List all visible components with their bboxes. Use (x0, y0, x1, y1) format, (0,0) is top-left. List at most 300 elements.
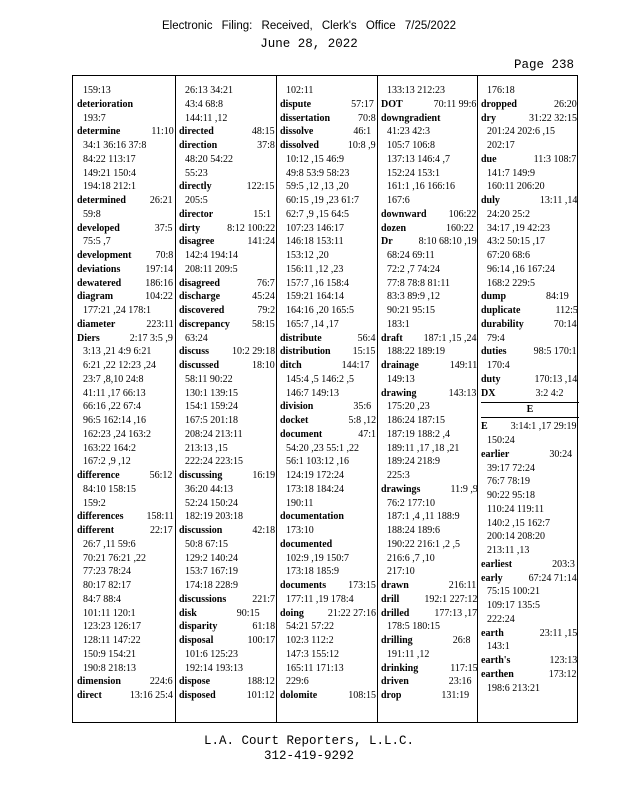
page-line-ref: 198:6 213:21 (487, 682, 541, 694)
continuation-refs (481, 235, 579, 249)
page-line-ref: 43:4 68:8 (185, 98, 224, 110)
page-line-ref: 173:10 (286, 525, 314, 536)
page-line-ref: 102:9 ,19 150:7 (286, 552, 350, 564)
continuation-refs (77, 400, 175, 414)
page-line-ref: 62:7 ,9 ,15 64:5 (286, 208, 350, 220)
continuation-refs (381, 139, 479, 153)
page-line-ref: 160:11 206:20 (487, 181, 545, 193)
continuation-refs (77, 579, 175, 593)
continuation-refs (77, 538, 175, 552)
continuation-refs (179, 153, 277, 167)
page-line-ref: 143:1 (487, 641, 510, 653)
index-term: early (481, 572, 503, 584)
continuation-refs (280, 620, 378, 634)
page-line-ref: 197:14 (145, 263, 174, 275)
page-line-ref: 225:3 (387, 470, 410, 481)
continuation-refs (179, 552, 277, 566)
index-entry (77, 222, 175, 236)
index-term: drawn (381, 580, 409, 591)
continuation-refs (280, 249, 378, 263)
index-entry (481, 304, 579, 318)
page-line-ref: 108:15 (348, 690, 376, 701)
index-column-4 (381, 84, 479, 703)
page-line-ref: 186:16 (145, 277, 174, 289)
page-line-ref: 84:22 113:17 (83, 153, 136, 165)
continuation-refs (481, 332, 579, 346)
page-line-ref: 144:17 (341, 360, 370, 371)
page-line-ref: 224:6 (149, 676, 173, 688)
page-line-ref: 3:2 4:2 (535, 387, 564, 399)
page-line-ref: 10:12 ,15 46:9 (286, 153, 345, 165)
index-term: dissolved (280, 140, 319, 151)
continuation-refs (481, 475, 579, 489)
continuation-refs (77, 359, 175, 373)
page-line-ref: 23:7 ,8,10 24:8 (83, 373, 144, 385)
page-line-ref: 188:24 189:6 (387, 525, 441, 536)
page-line-ref: 190:22 216:1 ,2 ,5 (387, 538, 461, 550)
page-line-ref: 101:11 120:1 (83, 607, 136, 619)
page-line-ref: 105:7 106:8 (387, 140, 436, 151)
page-line-ref: 58:11 90:22 (185, 373, 233, 385)
index-term: difference (77, 470, 120, 481)
continuation-refs (280, 263, 378, 277)
continuation-refs (179, 428, 277, 442)
index-entry (381, 359, 479, 373)
page-line-ref: 175:20 ,23 (387, 401, 430, 413)
continuation-refs (280, 208, 378, 222)
page-line-ref: 59:8 (83, 208, 101, 220)
index-term: drawings (381, 483, 421, 495)
page-line-ref: 153:7 167:19 (185, 566, 239, 578)
page-line-ref: 70:14 (553, 318, 577, 330)
page-line-ref: 144:11 ,12 (185, 112, 228, 124)
continuation-refs (481, 167, 579, 181)
index-term: dirty (179, 222, 201, 234)
page-line-ref: 56:1 103:12 ,16 (286, 456, 350, 468)
page-line-ref: 22:17 (150, 525, 173, 536)
index-entry (481, 318, 579, 332)
continuation-refs (77, 208, 175, 222)
index-term: diameter (77, 318, 116, 330)
page-line-ref: 39:17 72:24 (487, 462, 536, 474)
continuation-refs (77, 345, 175, 359)
continuation-refs (381, 167, 479, 181)
index-term: dissertation (280, 112, 330, 124)
page-line-ref: 37:5 (154, 222, 173, 234)
page-line-ref: 178:5 180:15 (387, 621, 441, 633)
page-line-ref: 170:4 (487, 360, 510, 371)
continuation-refs (280, 194, 378, 208)
index-term: different (77, 525, 115, 536)
page-line-ref: 107:23 146:17 (286, 222, 345, 234)
continuation-refs (381, 510, 479, 524)
page-line-ref: 130:1 139:15 (185, 387, 239, 399)
page-line-ref: 131:19 (441, 690, 470, 701)
index-term: director (179, 208, 214, 220)
page-line-ref: 3:14:1 ,17 29:19 (510, 421, 577, 433)
page-line-ref: 16:19 (252, 470, 276, 481)
index-entry (179, 235, 277, 249)
page-line-ref: 76:7 (256, 277, 275, 289)
index-term: duly (481, 195, 500, 206)
page-line-ref: 49:8 53:9 58:23 (286, 167, 350, 179)
continuation-refs (179, 373, 277, 387)
index-entry (280, 139, 378, 153)
page-line-ref: 173:18 184:24 (286, 483, 345, 495)
page-line-ref: 98:5 170:1 (533, 346, 577, 358)
page-line-ref: 182:19 203:18 (185, 511, 244, 523)
index-term: discharge (179, 291, 221, 303)
index-entry (481, 345, 579, 359)
index-term: duplicate (481, 305, 521, 316)
page-line-ref: 154:1 159:24 (185, 401, 239, 413)
continuation-refs (280, 593, 378, 607)
index-entry (179, 125, 277, 139)
page-line-ref: 26:20 (553, 98, 577, 110)
continuation-refs (179, 167, 277, 181)
page-line-ref: 177:13 ,17 (434, 607, 478, 619)
word-index-frame (72, 75, 578, 723)
page-number: Page 238 (513, 58, 574, 72)
page-line-ref: 162:23 ,24 163:2 (83, 428, 152, 440)
index-term: Dr (381, 236, 393, 248)
page-line-ref: 186:24 187:15 (387, 415, 446, 426)
index-term: discrepancy (179, 318, 230, 330)
page-line-ref: 143:13 (448, 387, 477, 399)
continuation-refs (481, 544, 579, 558)
page-line-ref: 72:2 ,7 74:24 (387, 263, 441, 275)
index-entry (179, 634, 277, 648)
continuation-refs (381, 455, 479, 469)
index-entry (77, 318, 175, 332)
page-line-ref: 208:11 209:5 (185, 263, 238, 275)
index-term: disagree (179, 236, 215, 248)
index-entry (77, 194, 175, 208)
continuation-refs (179, 194, 277, 208)
continuation-refs (381, 428, 479, 442)
page-line-ref: 57:17 (351, 98, 374, 110)
filing-stamp: Electronic Filing: Received, Clerk's Office 7/25/2022 (161, 20, 457, 32)
page-line-ref: 67:24 71:14 (528, 572, 577, 584)
page-line-ref: 124:19 172:24 (286, 470, 345, 481)
index-term: documents (280, 580, 327, 591)
page-line-ref: 141:7 149:9 (487, 167, 536, 179)
index-term: earthen (481, 668, 514, 680)
continuation-refs (280, 675, 378, 689)
index-term: E (481, 421, 488, 433)
continuation-refs (481, 682, 579, 696)
index-term: dozen (381, 222, 406, 234)
page-line-ref: 47:1 (358, 428, 377, 440)
index-term: dolomite (280, 690, 318, 701)
page-line-ref: 50:8 67:15 (185, 538, 229, 550)
page-line-ref: 159:21 164:14 (286, 291, 345, 303)
page-line-ref: 101:6 125:23 (185, 648, 239, 660)
page-line-ref: 61:18 (252, 621, 276, 633)
continuation-refs (381, 277, 479, 291)
page-line-ref: 83:3 89:9 ,12 (387, 291, 441, 303)
index-term: dropped (481, 98, 517, 110)
index-term: diagram (77, 291, 114, 303)
index-entry (280, 359, 378, 373)
continuation-refs (381, 552, 479, 566)
page-line-ref: 133:13 212:23 (387, 85, 446, 96)
index-entry (280, 332, 378, 346)
page-line-ref: 177:11 ,19 178:4 (286, 593, 354, 605)
continuation-refs (381, 373, 479, 387)
index-term: due (481, 153, 497, 165)
continuation-refs (179, 249, 277, 263)
page-line-ref: 174:18 228:9 (185, 580, 239, 591)
index-entry (481, 627, 579, 641)
index-entry (381, 208, 479, 222)
page-line-ref: 168:2 229:5 (487, 277, 536, 289)
index-entry (179, 675, 277, 689)
index-entry (381, 112, 479, 126)
continuation-refs (77, 497, 175, 511)
continuation-refs (481, 249, 579, 263)
index-term: duty (481, 373, 501, 385)
page-line-ref: 192:14 193:13 (185, 662, 244, 674)
page-line-ref: 63:24 (185, 332, 208, 344)
index-term: earth's (481, 655, 511, 666)
page-line-ref: 110:24 119:11 (487, 503, 544, 515)
page-line-ref: 112:5 (555, 305, 578, 316)
continuation-refs (179, 648, 277, 662)
page-line-ref: 54:20 ,23 55:1 ,22 (286, 442, 360, 454)
index-term: distribution (280, 346, 331, 358)
index-entry (381, 483, 479, 497)
page-line-ref: 157:7 ,16 158:4 (286, 277, 350, 289)
continuation-refs (280, 387, 378, 401)
index-term: drilled (381, 607, 410, 619)
page-line-ref: 216:11 (448, 580, 477, 591)
page-line-ref: 187:1 ,4 ,11 188:9 (387, 511, 460, 523)
index-entry (179, 180, 277, 194)
index-entry (280, 689, 378, 703)
continuation-refs (280, 483, 378, 497)
index-term: ditch (280, 360, 302, 371)
section-letter-heading: E (481, 402, 579, 418)
index-entry (179, 620, 277, 634)
index-entry (77, 249, 175, 263)
continuation-refs (280, 634, 378, 648)
index-entry (77, 98, 175, 112)
index-term: dispute (280, 98, 312, 110)
index-term: earlier (481, 448, 510, 460)
continuation-refs (77, 455, 175, 469)
index-term: differences (77, 511, 124, 523)
index-term: dump (481, 291, 507, 303)
index-column-5 (481, 84, 579, 695)
continuation-refs (77, 565, 175, 579)
continuation-refs (77, 153, 175, 167)
page-line-ref: 193:7 (83, 112, 106, 124)
index-entry (77, 469, 175, 483)
page-line-ref: 183:1 (387, 318, 410, 330)
page-line-ref: 2:17 3:5 ,9 (129, 332, 173, 344)
index-entry (381, 222, 479, 236)
page-line-ref: 141:24 (247, 236, 276, 248)
page-line-ref: 152:24 153:1 (387, 167, 441, 179)
page-line-ref: 52:24 150:24 (185, 497, 239, 509)
index-term: drainage (381, 360, 419, 371)
page-line-ref: 70:11 99:6 (433, 98, 477, 110)
continuation-refs (481, 599, 579, 613)
index-term: draft (381, 332, 403, 344)
page-line-ref: 11:10 (151, 126, 174, 138)
page-line-ref: 56:4 (357, 332, 376, 344)
page-line-ref: 221:7 (252, 593, 276, 605)
index-entry (179, 524, 277, 538)
page-line-ref: 194:18 212:1 (83, 181, 137, 193)
continuation-refs (280, 373, 378, 387)
page-line-ref: 84:10 158:15 (83, 483, 137, 495)
continuation-refs (481, 263, 579, 277)
page-line-ref: 146:7 149:13 (286, 387, 340, 399)
index-term: dewatered (77, 277, 122, 289)
page-line-ref: 79:4 (487, 332, 505, 344)
reporter-footer (0, 734, 618, 764)
hearing-date: June 28, 2022 (260, 37, 358, 51)
index-entry (280, 345, 378, 359)
continuation-refs (179, 662, 277, 676)
index-entry (381, 387, 479, 401)
index-entry (481, 558, 579, 572)
page-line-ref: 167:6 (387, 195, 410, 206)
continuation-refs (381, 84, 479, 98)
page-line-ref: 34:17 ,19 42:23 (487, 222, 551, 234)
page-line-ref: 173:12 (548, 668, 577, 680)
index-column-1 (77, 84, 175, 703)
index-term: doing (280, 607, 304, 619)
page-line-ref: 150:24 (487, 435, 515, 446)
page-line-ref: 58:15 (251, 318, 275, 330)
column-divider (175, 76, 176, 722)
page-line-ref: 145:4 ,5 146:2 ,5 (286, 373, 355, 385)
page-line-ref: 188:12 (247, 676, 275, 688)
page-line-ref: 173:15 (348, 580, 376, 591)
continuation-refs (179, 483, 277, 497)
page-line-ref: 167:2 ,9 ,12 (83, 456, 131, 468)
continuation-refs (381, 304, 479, 318)
page-line-ref: 140:2 ,15 162:7 (487, 517, 551, 529)
page-line-ref: 26:7 ,11 59:6 (83, 538, 136, 550)
page-line-ref: 23:16 (448, 676, 472, 688)
page-line-ref: 161:1 ,16 166:16 (387, 181, 456, 193)
continuation-refs (280, 442, 378, 456)
continuation-refs (381, 400, 479, 414)
index-term: documentation (280, 511, 344, 523)
index-entry (179, 359, 277, 373)
page-line-ref: 102:11 (286, 85, 314, 96)
continuation-refs (481, 640, 579, 654)
page-line-ref: 67:20 68:6 (487, 250, 531, 261)
continuation-refs (179, 442, 277, 456)
index-entry (280, 125, 378, 139)
page-line-ref: 10:8 ,9 (347, 140, 376, 151)
index-term: discussing (179, 470, 223, 481)
continuation-refs (381, 442, 479, 456)
index-term: disposal (179, 635, 214, 646)
index-term: determined (77, 195, 126, 206)
index-term: development (77, 250, 132, 261)
page-line-ref: 10:2 29:18 (232, 346, 276, 358)
index-entry (381, 235, 479, 249)
page-line-ref: 123:23 126:17 (83, 621, 142, 633)
page-line-ref: 21:22 27:16 (327, 607, 376, 619)
index-term: DOT (381, 98, 403, 110)
page-line-ref: 8:12 100:22 (227, 222, 276, 234)
page-line-ref: 90:21 95:15 (387, 305, 436, 316)
page-line-ref: 165:11 171:13 (286, 662, 344, 674)
page-line-ref: 59:5 ,12 ,13 ,20 (286, 181, 349, 193)
continuation-refs (77, 414, 175, 428)
page-line-ref: 26:8 (452, 635, 471, 646)
continuation-refs (381, 180, 479, 194)
continuation-refs (179, 332, 277, 346)
page-line-ref: 200:14 208:20 (487, 531, 546, 543)
continuation-refs (179, 538, 277, 552)
page-line-ref: 8:10 68:10 ,19 (418, 236, 477, 248)
index-entry (179, 277, 277, 291)
page-line-ref: 167:5 201:18 (185, 415, 239, 426)
continuation-refs (381, 565, 479, 579)
page-line-ref: 79:2 (257, 305, 276, 316)
index-entry (381, 689, 479, 703)
page-line-ref: 76:2 177:10 (387, 497, 436, 509)
page-line-ref: 205:5 (185, 195, 208, 206)
page-line-ref: 75:5 ,7 (83, 236, 111, 248)
index-term: durability (481, 318, 524, 330)
continuation-refs (77, 84, 175, 98)
index-entry (179, 469, 277, 483)
page-line-ref: 176:18 (487, 85, 515, 96)
page-line-ref: 3:13 ,21 4:9 6:21 (83, 346, 152, 358)
page-line-ref: 41:23 42:3 (387, 126, 431, 138)
index-entry (179, 345, 277, 359)
page-line-ref: 96:5 162:14 ,16 (83, 415, 147, 426)
index-entry (179, 689, 277, 703)
index-term: dissolve (280, 126, 314, 138)
page-line-ref: 190:11 (286, 497, 314, 509)
index-entry (381, 98, 479, 112)
continuation-refs (77, 442, 175, 456)
page-line-ref: 216:6 ,7 ,10 (387, 552, 435, 564)
page-line-ref: 41:11 ,17 66:13 (83, 387, 146, 399)
continuation-refs (381, 469, 479, 483)
index-entry (481, 373, 579, 387)
continuation-refs (179, 84, 277, 98)
continuation-refs (280, 469, 378, 483)
page-line-ref: 189:24 218:9 (387, 456, 441, 468)
index-entry (179, 290, 277, 304)
page-line-ref: 90:15 (236, 607, 260, 619)
page-line-ref: 158:11 (146, 511, 174, 523)
page-line-ref: 129:2 140:24 (185, 552, 239, 564)
page-line-ref: 217:10 (387, 566, 415, 578)
page-line-ref: 70:8 (358, 112, 376, 124)
continuation-refs (77, 552, 175, 566)
index-term: drinking (381, 662, 419, 674)
continuation-refs (381, 194, 479, 208)
page-line-ref: 109:17 135:5 (487, 600, 541, 611)
page-line-ref: 60:15 ,19 ,23 61:7 (286, 195, 360, 206)
index-entry (77, 125, 175, 139)
index-term: direction (179, 140, 218, 151)
index-entry (481, 572, 579, 586)
continuation-refs (77, 180, 175, 194)
